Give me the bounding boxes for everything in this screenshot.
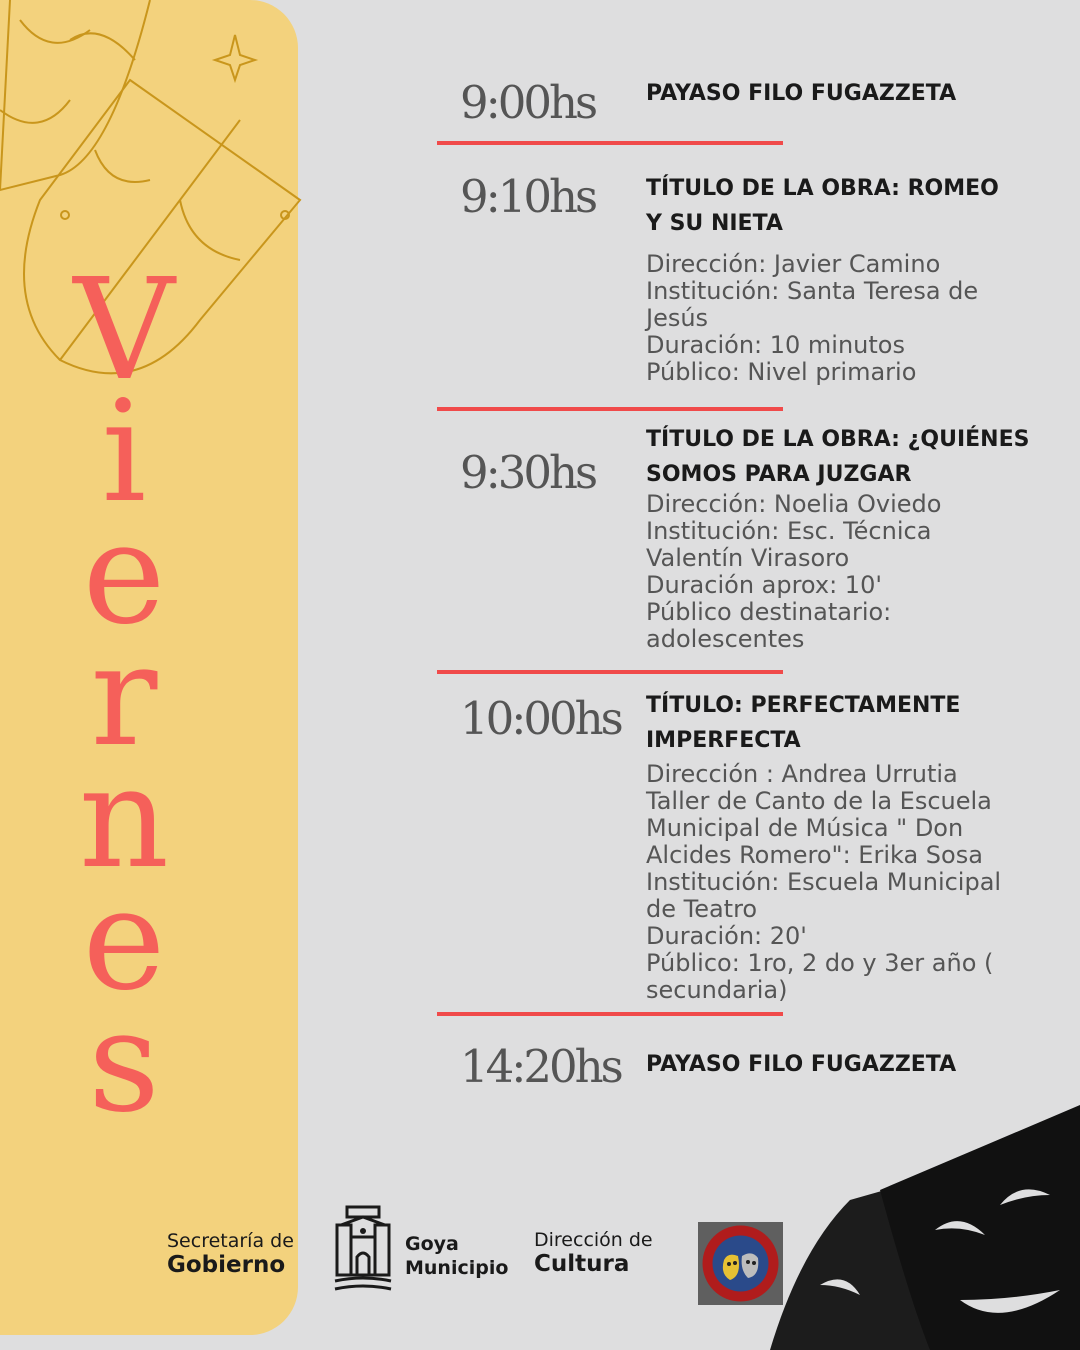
separator-line <box>437 670 783 674</box>
event-title-line: PAYASO FILO FUGAZZETA <box>646 1052 957 1077</box>
event-title <box>646 688 1036 758</box>
event-title-line: TÍTULO: PERFECTAMENTE <box>646 693 961 718</box>
direccion-cultura-logo <box>534 1228 653 1276</box>
event-detail-line: adolescentes <box>646 625 805 653</box>
event-detail-line: Valentín Virasoro <box>646 544 850 572</box>
event-title-line: TÍTULO DE LA OBRA: ¿QUIÉNES <box>646 427 1030 452</box>
day-letter: i <box>101 371 147 534</box>
day-letter: V <box>73 249 175 412</box>
theater-masks-icon <box>760 1100 1080 1350</box>
event-detail-line: Dirección: Javier Camino <box>646 250 941 278</box>
day-title <box>64 249 184 1144</box>
teatro-me-hace-bien-logo <box>698 1222 783 1305</box>
event-detail-line: Institución: Esc. Técnica <box>646 517 932 545</box>
logo-line: Gobierno <box>167 1252 286 1278</box>
event-time: 9:00hs <box>460 76 596 129</box>
event-details <box>646 761 1041 1004</box>
separator-line <box>437 1012 783 1016</box>
day-letter: e <box>82 859 166 1022</box>
event-title <box>646 171 1036 241</box>
event-title-line: TÍTULO DE LA OBRA: ROMEO <box>646 176 999 201</box>
event-detail-line: Institución: Santa Teresa de <box>646 277 979 305</box>
event-time: 10:00hs <box>460 692 621 745</box>
event-title <box>646 76 1036 111</box>
theater-masks-icon <box>698 1222 783 1305</box>
event-time: 9:30hs <box>460 446 596 499</box>
day-letter: e <box>82 493 166 656</box>
logo-line: Municipio <box>405 1257 509 1279</box>
event-detail-line: Jesús <box>646 304 709 332</box>
day-letter: s <box>88 981 160 1144</box>
event-detail-line: Dirección: Noelia Oviedo <box>646 490 942 518</box>
event-details <box>646 251 1041 386</box>
event-detail-line: Duración aprox: 10' <box>646 571 882 599</box>
event-detail-line: secundaria) <box>646 976 788 1004</box>
logo-line: Goya <box>405 1233 459 1255</box>
church-icon <box>333 1205 393 1295</box>
logo-line: Dirección de <box>534 1229 653 1251</box>
event-detail-line: Público destinatario: <box>646 598 892 626</box>
day-letter: r <box>90 615 158 778</box>
event-details <box>646 491 1041 653</box>
goya-municipio-logo <box>405 1232 508 1280</box>
secretaria-gobierno-logo <box>167 1229 294 1277</box>
event-detail-line: Duración: 20' <box>646 922 807 950</box>
event-title-line: SOMOS PARA JUZGAR <box>646 462 912 487</box>
logo-line: Secretaría de <box>167 1230 294 1252</box>
event-detail-line: Público: Nivel primario <box>646 358 917 386</box>
event-title-line: Y SU NIETA <box>646 211 783 236</box>
event-title <box>646 422 1036 492</box>
separator-line <box>437 141 783 145</box>
event-title-line: IMPERFECTA <box>646 728 801 753</box>
event-detail-line: Municipal de Música " Don <box>646 814 964 842</box>
event-detail-line: Alcides Romero": Erika Sosa <box>646 841 983 869</box>
logo-line: Cultura <box>534 1251 630 1277</box>
event-detail-line: Duración: 10 minutos <box>646 331 905 359</box>
event-time: 14:20hs <box>460 1040 621 1093</box>
event-detail-line: Taller de Canto de la Escuela <box>646 787 992 815</box>
event-detail-line: Institución: Escuela Municipal <box>646 868 1002 896</box>
day-letter: n <box>78 737 170 900</box>
event-time: 9:10hs <box>460 170 596 223</box>
separator-line <box>437 407 783 411</box>
event-detail-line: Público: 1ro, 2 do y 3er año ( <box>646 949 994 977</box>
event-title-line: PAYASO FILO FUGAZZETA <box>646 81 957 106</box>
event-detail-line: de Teatro <box>646 895 758 923</box>
event-detail-line: Dirección : Andrea Urrutia <box>646 760 958 788</box>
event-title <box>646 1047 1036 1082</box>
